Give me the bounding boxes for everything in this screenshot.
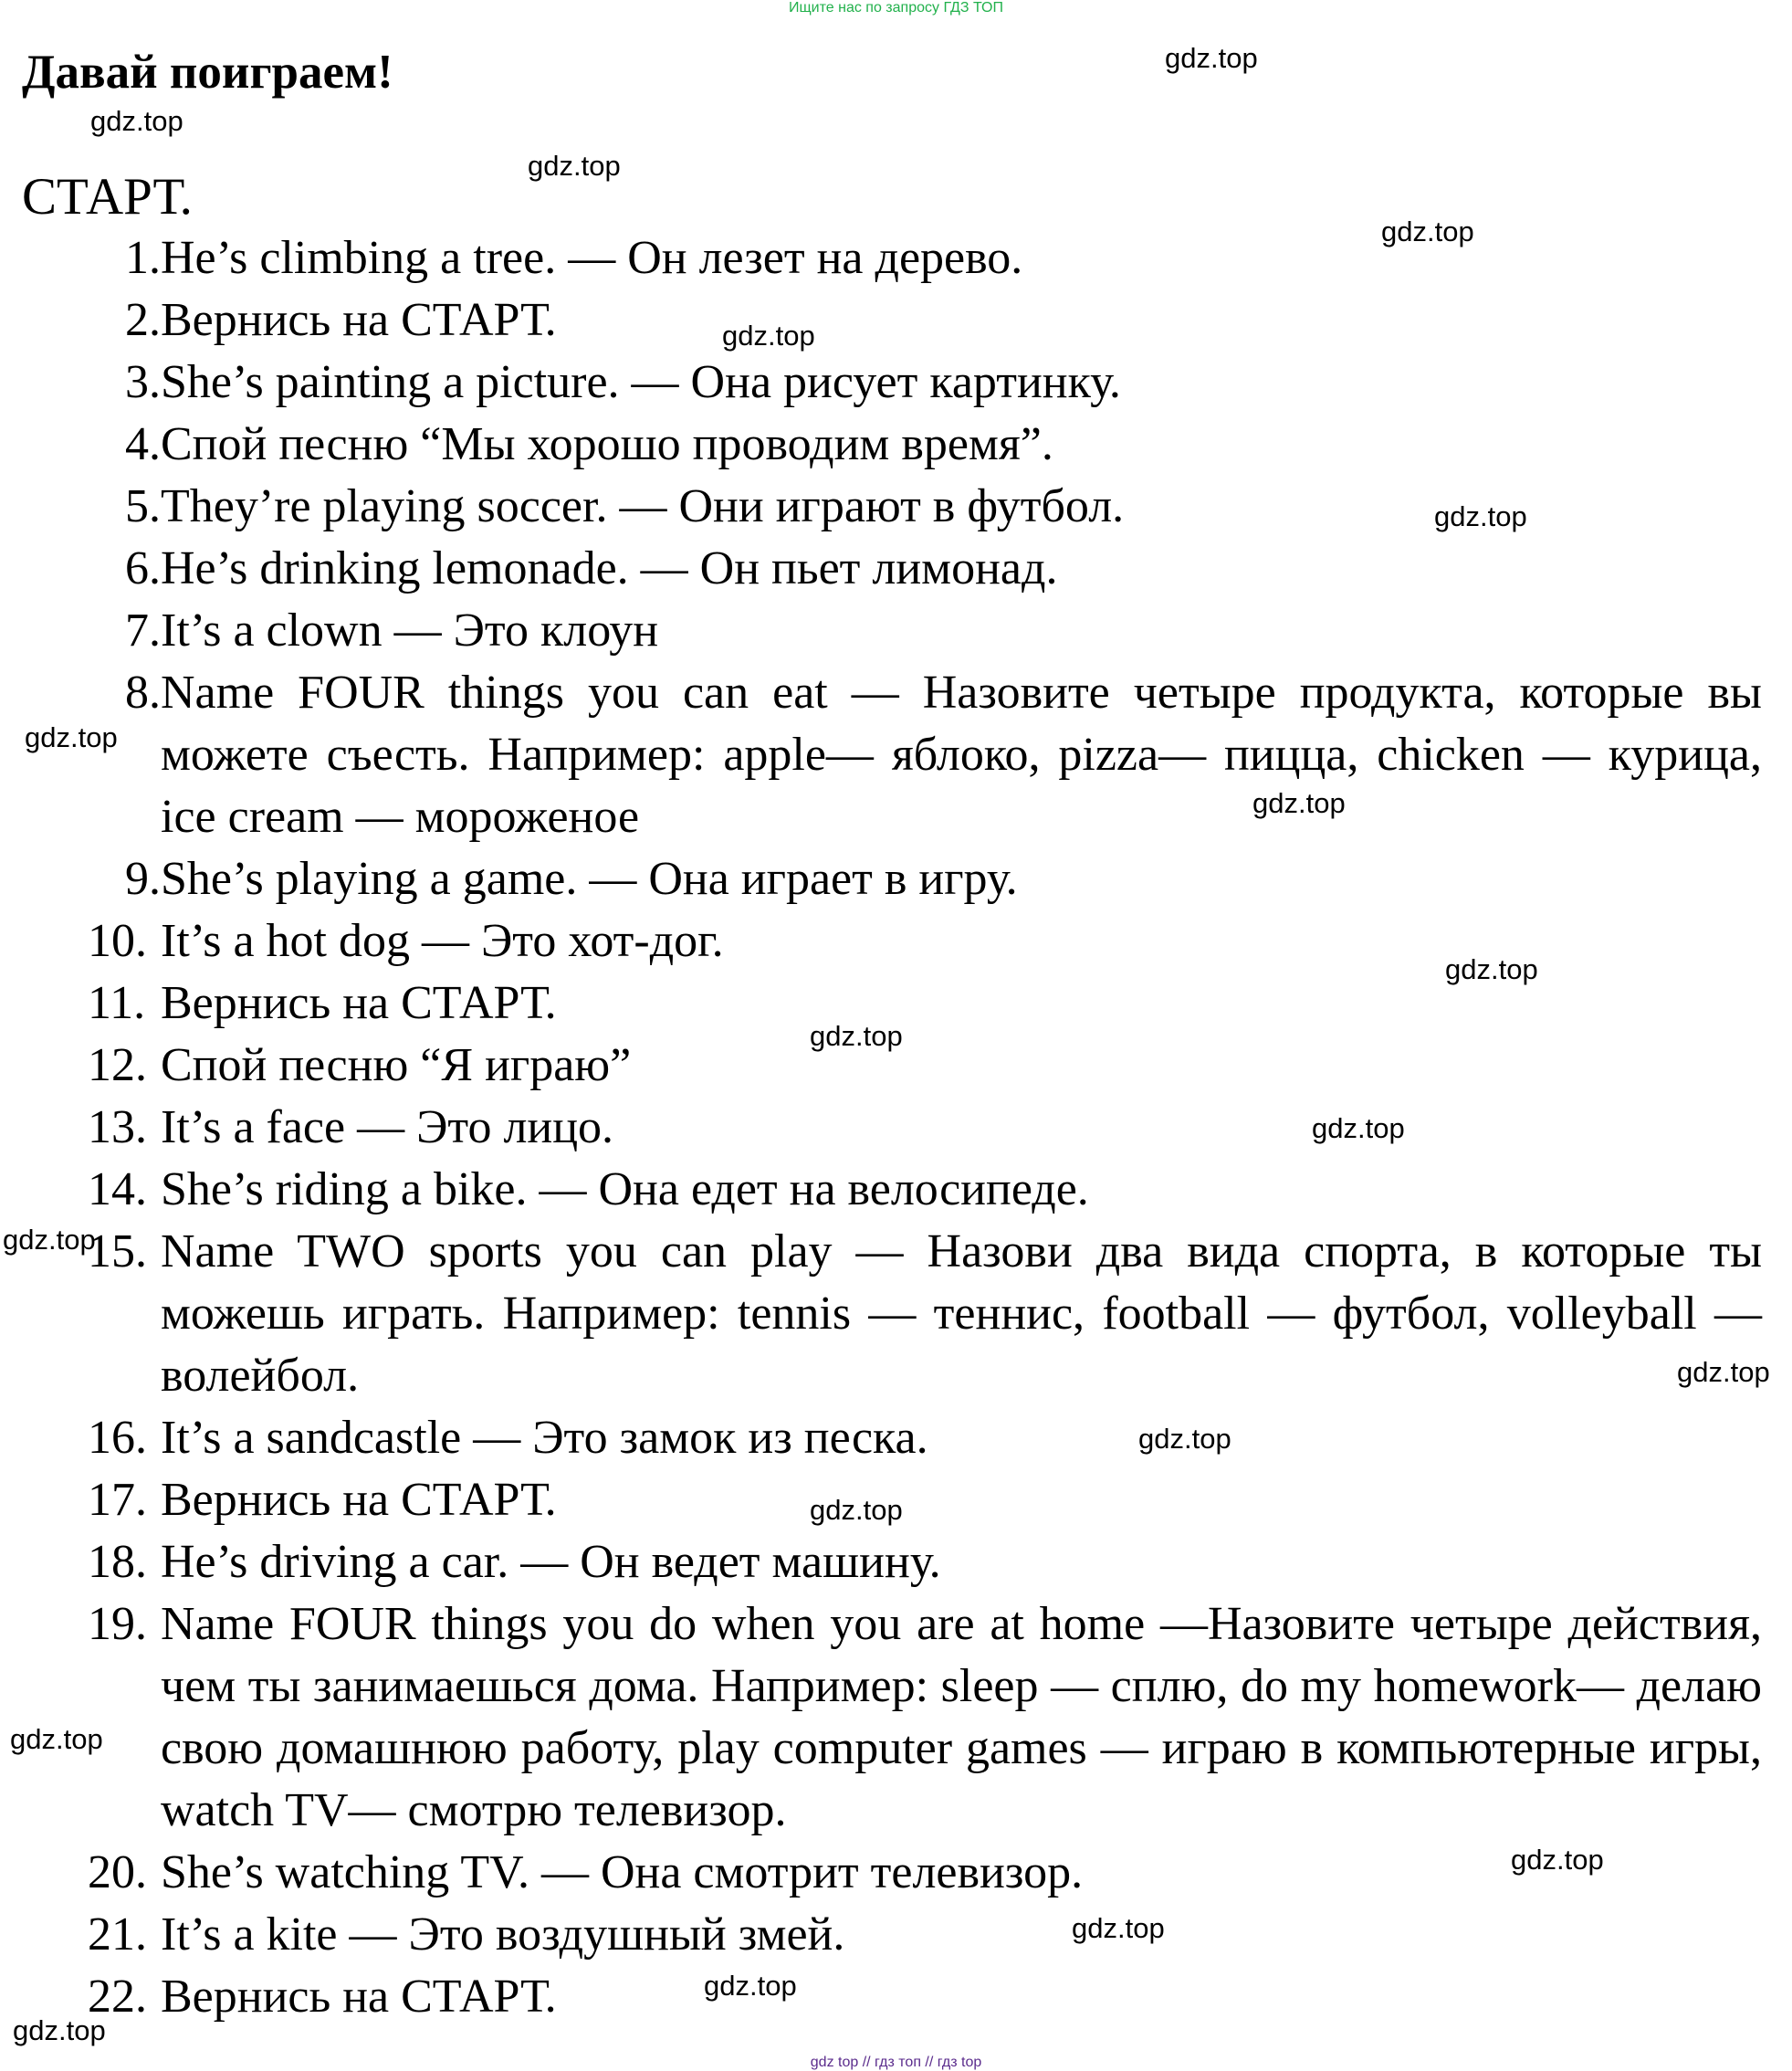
watermark: gdz.top bbox=[1434, 500, 1527, 532]
step-text: It’s a kite — Это воздушный змей. bbox=[161, 1908, 845, 1961]
watermark: gdz.top bbox=[704, 1970, 797, 2002]
step-number: 4. bbox=[125, 418, 161, 470]
bottom-banner[interactable]: gdz top // гдз топ // гдз top bbox=[810, 2055, 982, 2070]
step-number: 11. bbox=[88, 977, 146, 1029]
watermark: gdz.top bbox=[1312, 1112, 1405, 1144]
start-label: СТАРТ. bbox=[22, 168, 193, 226]
watermark: gdz.top bbox=[3, 1224, 96, 1256]
watermark: gdz.top bbox=[1138, 1423, 1231, 1455]
step-number: 7. bbox=[125, 604, 161, 657]
step-number: 20. bbox=[88, 1846, 147, 1898]
step-text: It’s a hot dog — Это хот-дог. bbox=[161, 915, 724, 967]
step-number: 19. bbox=[88, 1598, 147, 1650]
watermark: gdz.top bbox=[1252, 787, 1346, 819]
watermark: gdz.top bbox=[90, 105, 183, 137]
game-step-list bbox=[88, 227, 1762, 2028]
step-number: 16. bbox=[88, 1412, 147, 1464]
game-step-14 bbox=[88, 1159, 1762, 1221]
game-step-2 bbox=[88, 289, 1762, 352]
watermark: gdz.top bbox=[1511, 1844, 1604, 1876]
game-step-1 bbox=[88, 227, 1762, 289]
watermark: gdz.top bbox=[528, 150, 621, 182]
game-step-17 bbox=[88, 1469, 1762, 1531]
step-text: He’s driving a car. — Он ведет машину. bbox=[161, 1536, 941, 1588]
step-text: She’s watching TV. — Она смотрит телевизор. bbox=[161, 1846, 1084, 1898]
step-text: Name TWO sports you can play — Назови два вида спорта, в которые ты можешь играть. Например: tennis — теннис, football — футбол, volleyball — волейбол. bbox=[161, 1225, 1762, 1402]
step-text: She’s playing a game. — Она играет в игру. bbox=[161, 853, 1018, 905]
watermark: gdz.top bbox=[1381, 216, 1474, 247]
top-banner[interactable]: Ищите нас по запросу ГДЗ ТОП bbox=[789, 0, 1003, 16]
step-text: She’s painting a picture. — Она рисует картинку. bbox=[161, 356, 1121, 408]
game-step-4 bbox=[88, 414, 1762, 476]
step-number: 2. bbox=[125, 294, 161, 346]
game-step-15 bbox=[88, 1221, 1762, 1407]
game-step-16 bbox=[88, 1407, 1762, 1469]
step-number: 1. bbox=[125, 232, 161, 284]
watermark: gdz.top bbox=[25, 721, 118, 753]
step-number: 3. bbox=[125, 356, 161, 408]
watermark: gdz.top bbox=[1165, 42, 1258, 74]
step-number: 22. bbox=[88, 1971, 147, 2023]
step-text: It’s a clown — Это клоун bbox=[161, 604, 659, 657]
step-text: She’s riding a bike. — Она едет на велосипеде. bbox=[161, 1163, 1089, 1215]
step-number: 9. bbox=[125, 853, 161, 905]
step-text: Name FOUR things you do when you are at home —Назовите четыре действия, чем ты занимаешься дома. Например: sleep — сплю, do my homework— делаю свою домашнюю работу, play computer games — играю в компьютерные игры, watch TV— смотрю телевизор. bbox=[161, 1598, 1762, 1836]
step-text: Вернись на СТАРТ. bbox=[161, 1971, 557, 2023]
step-text: He’s drinking lemonade. — Он пьет лимонад. bbox=[161, 542, 1058, 594]
step-number: 18. bbox=[88, 1536, 147, 1588]
game-step-19 bbox=[88, 1593, 1762, 1842]
watermark: gdz.top bbox=[1072, 1912, 1165, 1944]
step-number: 15. bbox=[88, 1225, 147, 1277]
step-text: It’s a face — Это лицо. bbox=[161, 1101, 614, 1153]
step-number: 6. bbox=[125, 542, 161, 594]
step-text: They’re playing soccer. — Они играют в футбол. bbox=[161, 480, 1125, 532]
step-text: Спой песню “Мы хорошо проводим время”. bbox=[161, 418, 1053, 470]
page-title: Давай поиграем! bbox=[22, 46, 393, 99]
step-number: 21. bbox=[88, 1908, 147, 1961]
step-text: Вернись на СТАРТ. bbox=[161, 294, 557, 346]
game-step-12 bbox=[88, 1035, 1762, 1097]
step-number: 17. bbox=[88, 1474, 147, 1526]
step-number: 12. bbox=[88, 1039, 147, 1091]
watermark: gdz.top bbox=[810, 1020, 903, 1052]
watermark: gdz.top bbox=[10, 1723, 103, 1755]
game-step-3 bbox=[88, 352, 1762, 414]
game-step-21 bbox=[88, 1904, 1762, 1966]
step-text: Вернись на СТАРТ. bbox=[161, 1474, 557, 1526]
step-text: Спой песню “Я играю” bbox=[161, 1039, 632, 1091]
step-number: 14. bbox=[88, 1163, 147, 1215]
step-number: 5. bbox=[125, 480, 161, 532]
step-text: He’s climbing a tree. — Он лезет на дерево. bbox=[161, 232, 1023, 284]
game-step-22 bbox=[88, 1966, 1762, 2028]
game-step-9 bbox=[88, 848, 1762, 910]
step-text: It’s a sandcastle — Это замок из песка. bbox=[161, 1412, 928, 1464]
step-text: Вернись на СТАРТ. bbox=[161, 977, 557, 1029]
step-number: 8. bbox=[125, 667, 161, 719]
game-step-8 bbox=[88, 662, 1762, 848]
watermark: gdz.top bbox=[722, 320, 815, 352]
watermark: gdz.top bbox=[1677, 1356, 1770, 1388]
game-step-7 bbox=[88, 600, 1762, 662]
game-step-6 bbox=[88, 538, 1762, 600]
step-number: 10. bbox=[88, 915, 147, 967]
watermark: gdz.top bbox=[13, 2014, 106, 2046]
game-step-18 bbox=[88, 1531, 1762, 1593]
step-number: 13. bbox=[88, 1101, 147, 1153]
watermark: gdz.top bbox=[810, 1494, 903, 1526]
step-text: Name FOUR things you can eat — Назовите четыре продукта, которые вы можете съесть. Например: apple— яблоко, pizza— пицца, chicken — курица, ice cream — мороженое bbox=[161, 667, 1762, 843]
watermark: gdz.top bbox=[1445, 953, 1538, 985]
game-step-13 bbox=[88, 1097, 1762, 1159]
